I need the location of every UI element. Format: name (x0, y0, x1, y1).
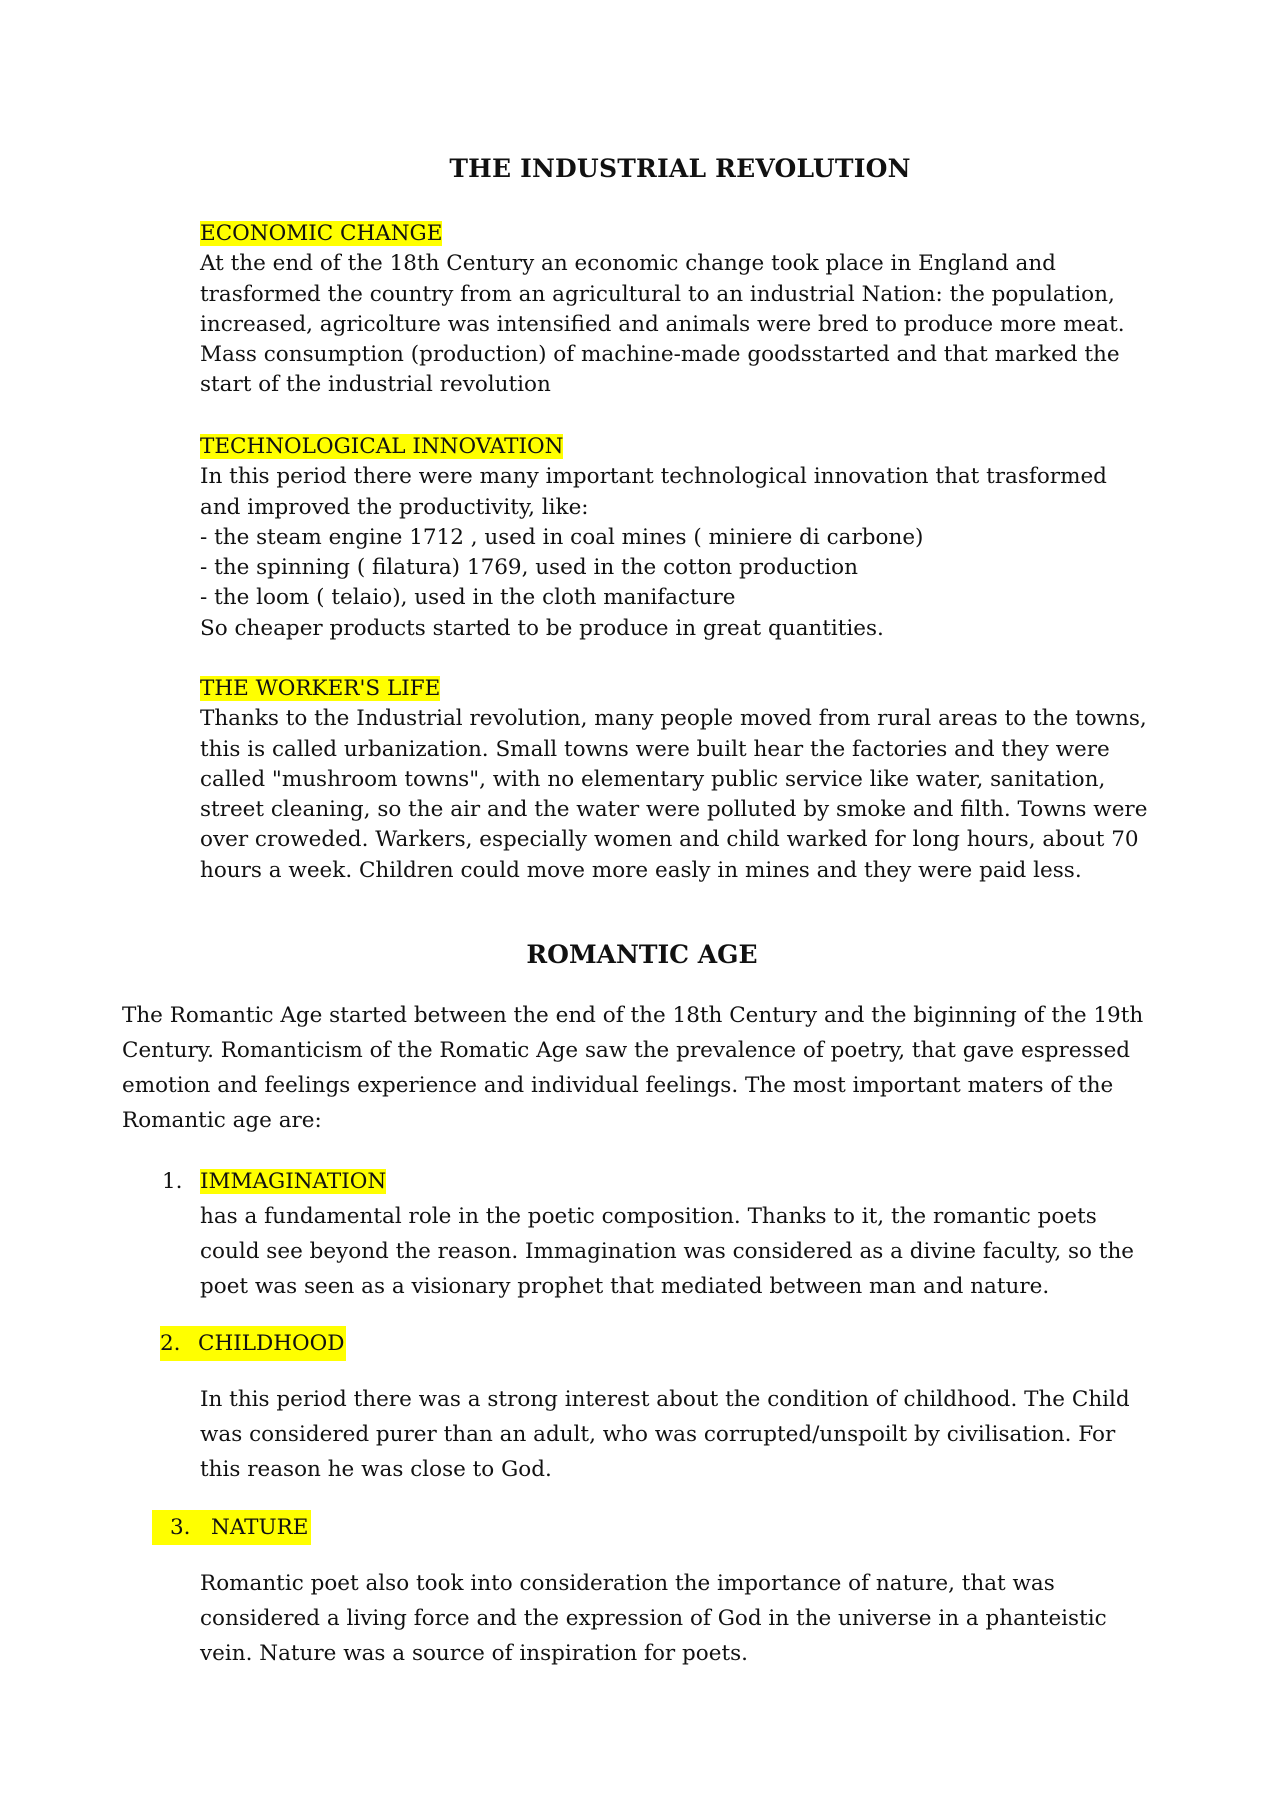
numbered-item-2 (160, 1326, 346, 1361)
section-heading: THE WORKER'S LIFE (200, 676, 441, 701)
paragraph-line: The Romantic Age started between the end of the 18th Century and the biginning of the 19th (122, 1003, 1144, 1028)
list-item: - the steam engine 1712 , used in coal mines ( miniere di carbone) (200, 524, 924, 550)
section-economic-change (200, 219, 1200, 401)
item-number: 2. (160, 1331, 181, 1356)
paragraph-line: considered a living force and the expression of God in the universe in a phanteistic (200, 1606, 1107, 1631)
paragraph-line: increased, agricolture was intensified and animals were bred to produce more meat. (200, 311, 1125, 337)
paragraph-line: was considered purer than an adult, who was corrupted/unspoilt by civilisation. For (200, 1422, 1116, 1447)
paragraph-line: poet was seen as a visionary prophet that mediated between man and nature. (200, 1274, 1050, 1299)
item-body (200, 1382, 1200, 1487)
paragraph-line: emotion and feelings experience and individual feelings. The most important maters of the (122, 1073, 1114, 1098)
item-body (200, 1566, 1200, 1671)
section-workers-life (200, 674, 1200, 886)
paragraph-line: Romantic poet also took into consideration the importance of nature, that was (200, 1571, 1055, 1596)
list-item: - the loom ( telaio), used in the cloth manifacture (200, 585, 736, 611)
paragraph-line: has a fundamental role in the poetic composition. Thanks to it, the romantic poets (200, 1204, 1097, 1229)
paragraph-line: called "mushroom towns", with no elementary public service like water, sanitation, (200, 766, 1106, 792)
paragraph-line: In this period there was a strong interest about the condition of childhood. The Child (200, 1387, 1130, 1412)
item-body (200, 1199, 1200, 1304)
paragraph-line: trasformed the country from an agricultural to an industrial Nation: the population, (200, 281, 1115, 307)
list-item: - the spinning ( filatura) 1769, used in the cotton production (200, 555, 858, 581)
section-heading: ECONOMIC CHANGE (200, 221, 443, 246)
paragraph-line: Thanks to the Industrial revolution, many people moved from rural areas to the towns, (200, 706, 1147, 732)
paragraph-line: In this period there were many important technological innovation that trasformed (200, 464, 1107, 490)
paragraph-line: street cleaning, so the air and the water were polluted by smoke and filth. Towns were (200, 797, 1148, 823)
paragraph-line: hours a week. Children could move more easly in mines and they were paid less. (200, 857, 1082, 883)
numbered-item-3 (152, 1510, 311, 1545)
paragraph-line: Century. Romanticism of the Romatic Age saw the prevalence of poetry, that gave espressed (122, 1038, 1131, 1063)
item-label: NATURE (211, 1515, 309, 1540)
section-heading: TECHNOLOGICAL INNOVATION (200, 434, 564, 459)
paragraph-line: Mass consumption (production) of machine-made goodsstarted and that marked the (200, 342, 1120, 368)
paragraph-line: over croweded. Warkers, especially women and child warked for long hours, about 70 (200, 827, 1139, 853)
romantic-intro-paragraph (122, 998, 1172, 1138)
paragraph-line: this reason he was close to God. (200, 1457, 552, 1482)
numbered-item-1 (162, 1164, 386, 1199)
paragraph-line: and improved the productivity, like: (200, 494, 589, 520)
paragraph-line: start of the industrial revolution (200, 372, 551, 398)
section-technological-innovation (200, 432, 1200, 644)
paragraph-line: So cheaper products started to be produce in great quantities. (200, 615, 884, 641)
item-number: 1. (162, 1169, 183, 1194)
item-label: CHILDHOOD (198, 1331, 345, 1356)
paragraph-line: this is called urbanization. Small towns were built hear the factories and they were (200, 736, 1110, 762)
item-number: 3. (170, 1515, 191, 1540)
paragraph-line: could see beyond the reason. Immagination was considered as a divine faculty, so the (200, 1239, 1135, 1264)
paragraph-line: vein. Nature was a source of inspiration for poets. (200, 1641, 748, 1666)
paragraph-line: At the end of the 18th Century an economic change took place in England and (200, 251, 1056, 277)
section-title-romantic-age: ROMANTIC AGE (526, 940, 758, 969)
item-label: IMMAGINATION (200, 1169, 387, 1194)
paragraph-line: Romantic age are: (122, 1108, 322, 1133)
page-title: THE INDUSTRIAL REVOLUTION (449, 154, 911, 183)
